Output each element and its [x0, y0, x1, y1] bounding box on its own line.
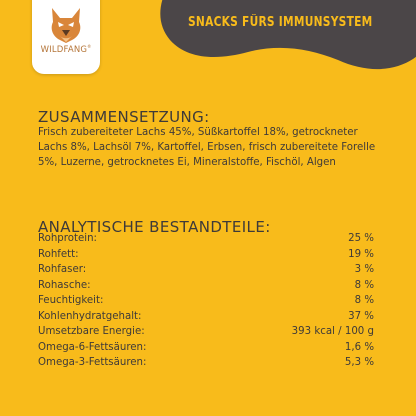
analysis-row-carbs — [38, 309, 374, 325]
row-label: Omega-6-Fettsäuren: — [38, 341, 147, 353]
composition-text: Frisch zubereiteter Lachs 45%, Süßkartoffel 18%, getrockneter Lachs 8%, Lachsöl 7%, Kartoffel, Erbsen, frisch zubereitete Forelle 5%, Luzerne, getrocknetes Ei, Mineralstoffe, Fischöl, Algen — [38, 127, 376, 168]
row-label: Rohprotein: — [38, 233, 97, 245]
row-label: Rohfaser: — [38, 264, 87, 276]
wolf-icon — [46, 6, 86, 44]
analysis-row-fat — [38, 247, 374, 263]
row-value: 37 % — [348, 310, 374, 322]
composition-heading: ZUSAMMENSETZUNG: — [38, 108, 210, 126]
row-value: 5,3 % — [344, 357, 374, 369]
analysis-row-protein — [38, 231, 374, 247]
analysis-row-moisture — [38, 293, 374, 309]
analysis-heading: ANALYTISCHE BESTANDTEILE: — [38, 218, 271, 236]
row-label: Feuchtigkeit: — [38, 295, 104, 307]
row-value: 8 % — [354, 295, 374, 307]
brand-name: WILDFANG® — [40, 44, 92, 55]
analysis-table — [38, 231, 374, 371]
row-label: Kohlenhydratgehalt: — [38, 310, 142, 322]
row-value: 1,6 % — [344, 341, 374, 353]
row-label: Umsetzbare Energie: — [38, 326, 145, 338]
analysis-row-energy — [38, 324, 374, 340]
analysis-row-omega6 — [38, 340, 374, 356]
analysis-row-ash — [38, 278, 374, 294]
analysis-row-omega3 — [38, 355, 374, 371]
row-label: Rohfett: — [38, 248, 79, 260]
header-blob-shape — [148, 0, 416, 80]
row-label: Omega-3-Fettsäuren: — [38, 357, 147, 369]
row-value: 3 % — [354, 264, 374, 276]
row-label: Rohasche: — [38, 279, 91, 291]
analysis-row-fiber — [38, 262, 374, 278]
brand-logo — [32, 0, 100, 74]
row-value: 25 % — [348, 233, 374, 245]
tagline: SNACKS FÜRS IMMUNSYSTEM — [188, 15, 373, 30]
row-value: 19 % — [348, 248, 374, 260]
row-value: 393 kcal / 100 g — [291, 326, 374, 338]
row-value: 8 % — [354, 279, 374, 291]
